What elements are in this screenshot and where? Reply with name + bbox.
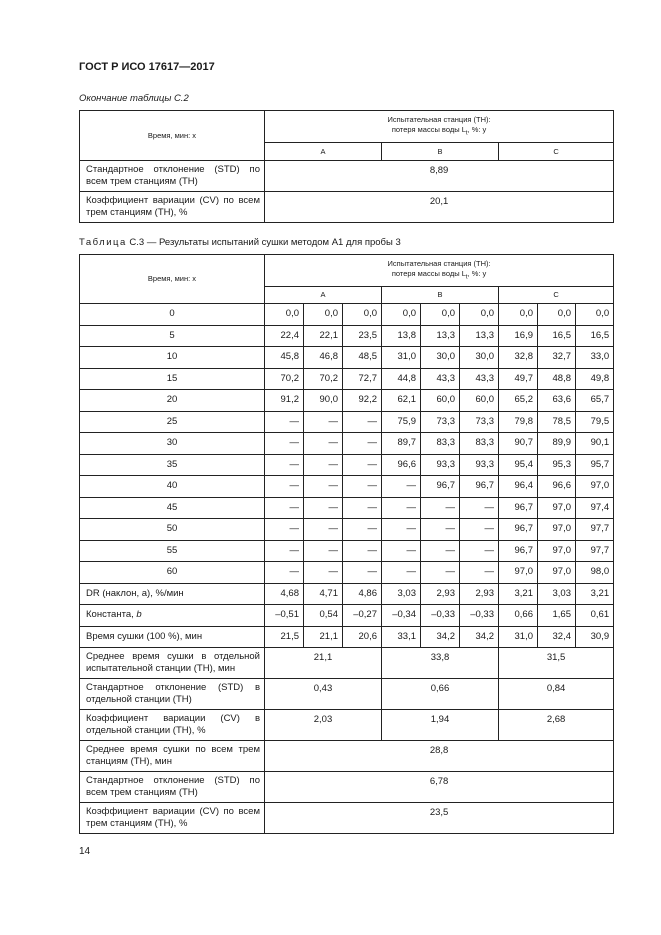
calc-value: 0,66 (499, 605, 538, 627)
loss-value: 96,4 (499, 476, 538, 498)
row-label: Стандартное отклонение (STD) по всем трем станциям (ТН) (80, 772, 265, 803)
table-row (80, 347, 614, 369)
loss-value: — (382, 540, 421, 562)
station-summary-value: 33,8 (382, 648, 499, 679)
row-label-variable: b (136, 609, 142, 621)
loss-value: — (343, 476, 382, 498)
table-c2-caption: Окончание таблицы С.2 (79, 93, 189, 104)
table-row (80, 476, 614, 498)
loss-value: 45,8 (265, 347, 304, 369)
loss-value: 0,0 (382, 304, 421, 326)
loss-value: 32,8 (499, 347, 538, 369)
calc-value: 3,21 (499, 583, 538, 605)
loss-value: 97,0 (576, 476, 614, 498)
table-row (80, 583, 614, 605)
loss-value: — (382, 476, 421, 498)
loss-value: — (304, 476, 343, 498)
table-c3-station-rows (80, 648, 614, 741)
calc-value: 0,54 (304, 605, 343, 627)
row-label (80, 605, 265, 627)
loss-value: 65,2 (499, 390, 538, 412)
calc-value: 33,1 (382, 626, 421, 648)
loss-value: 96,7 (421, 476, 460, 498)
loss-value: 23,5 (343, 325, 382, 347)
loss-value: 96,7 (460, 476, 499, 498)
loss-value: — (265, 497, 304, 519)
loss-value: 43,3 (421, 368, 460, 390)
loss-value: 91,2 (265, 390, 304, 412)
loss-value: 0,0 (265, 304, 304, 326)
station-column-header: Испытательная станция (ТН): потеря массы воды $L_t$, %: y (265, 111, 614, 143)
calc-value: –0,51 (265, 605, 304, 627)
loss-value: 48,8 (538, 368, 576, 390)
table-row (80, 803, 614, 834)
loss-value: 48,5 (343, 347, 382, 369)
loss-value: 44,8 (382, 368, 421, 390)
time-value: 45 (80, 497, 265, 519)
loss-value: 90,7 (499, 433, 538, 455)
row-label: Среднее время сушки по всем трем станциям (ТН), мин (80, 741, 265, 772)
loss-value: 0,0 (460, 304, 499, 326)
loss-value: — (265, 433, 304, 455)
loss-value: 73,3 (460, 411, 499, 433)
loss-value: — (265, 562, 304, 584)
station-summary-value: 21,1 (265, 648, 382, 679)
loss-value: 32,7 (538, 347, 576, 369)
loss-value: 98,0 (576, 562, 614, 584)
station-c-header: C (499, 143, 614, 161)
station-b-header: B (382, 287, 499, 304)
loss-value: 93,3 (460, 454, 499, 476)
loss-value: 16,5 (538, 325, 576, 347)
loss-value: — (421, 519, 460, 541)
calc-value: 3,21 (576, 583, 614, 605)
loss-value: 13,3 (460, 325, 499, 347)
station-column-header: Испытательная станция (ТН): потеря массы воды $L_t$, %: y (265, 255, 614, 287)
table-row (80, 433, 614, 455)
calc-value: 20,6 (343, 626, 382, 648)
table-row (80, 325, 614, 347)
loss-value: — (304, 562, 343, 584)
loss-value: — (265, 411, 304, 433)
loss-value: 13,3 (421, 325, 460, 347)
loss-value: 72,7 (343, 368, 382, 390)
table-row (80, 304, 614, 326)
loss-value: — (421, 540, 460, 562)
loss-value: 97,0 (538, 497, 576, 519)
table-row (80, 648, 614, 679)
loss-value: 97,0 (538, 519, 576, 541)
station-summary-value: 0,43 (265, 679, 382, 710)
calc-value: 4,68 (265, 583, 304, 605)
loss-value: — (343, 519, 382, 541)
calc-value: 31,0 (499, 626, 538, 648)
loss-value: 79,5 (576, 411, 614, 433)
loss-value: 96,6 (538, 476, 576, 498)
loss-value: 13,8 (382, 325, 421, 347)
overall-value: 23,5 (265, 803, 614, 834)
row-label: Время сушки (100 %), мин (80, 626, 265, 648)
calc-value: 4,71 (304, 583, 343, 605)
loss-value: — (343, 540, 382, 562)
station-summary-value: 1,94 (382, 710, 499, 741)
station-a-header: A (265, 287, 382, 304)
page-number: 14 (79, 846, 91, 857)
loss-value: 83,3 (421, 433, 460, 455)
loss-value: — (343, 497, 382, 519)
loss-value: — (265, 519, 304, 541)
table-row (80, 772, 614, 803)
station-summary-value: 0,84 (499, 679, 614, 710)
loss-value: 22,1 (304, 325, 343, 347)
loss-value: 43,3 (460, 368, 499, 390)
loss-value: 93,3 (421, 454, 460, 476)
time-column-header: Время, мин: x (80, 111, 265, 161)
calc-value: 1,65 (538, 605, 576, 627)
time-value: 40 (80, 476, 265, 498)
loss-value: 75,9 (382, 411, 421, 433)
loss-value: 97,0 (538, 540, 576, 562)
station-c-header: C (499, 287, 614, 304)
time-value: 25 (80, 411, 265, 433)
time-value: 0 (80, 304, 265, 326)
loss-value: 73,3 (421, 411, 460, 433)
loss-value: — (382, 497, 421, 519)
time-value: 15 (80, 368, 265, 390)
calc-value: 2,93 (421, 583, 460, 605)
loss-value: 63,6 (538, 390, 576, 412)
table-c3-data-rows (80, 304, 614, 584)
table-row (80, 679, 614, 710)
loss-value: 0,0 (304, 304, 343, 326)
loss-value: 97,0 (499, 562, 538, 584)
table-row (80, 454, 614, 476)
overall-value: 20,1 (265, 192, 614, 223)
time-value: 10 (80, 347, 265, 369)
row-label: Стандартное отклонение (STD) в отдельной станции (ТН) (80, 679, 265, 710)
loss-value: 97,7 (576, 540, 614, 562)
loss-value: — (421, 562, 460, 584)
loss-value: — (343, 411, 382, 433)
loss-value: 0,0 (576, 304, 614, 326)
loss-value: 89,7 (382, 433, 421, 455)
loss-value: 30,0 (421, 347, 460, 369)
loss-value: 60,0 (421, 390, 460, 412)
loss-value: 33,0 (576, 347, 614, 369)
loss-value: 46,8 (304, 347, 343, 369)
loss-value: — (343, 454, 382, 476)
loss-value: 89,9 (538, 433, 576, 455)
table-row (80, 741, 614, 772)
loss-value: — (343, 433, 382, 455)
loss-value: 95,4 (499, 454, 538, 476)
loss-value: 70,2 (304, 368, 343, 390)
calc-value: 2,93 (460, 583, 499, 605)
calc-value: 30,9 (576, 626, 614, 648)
loss-value: — (304, 433, 343, 455)
time-value: 20 (80, 390, 265, 412)
loss-value: 96,6 (382, 454, 421, 476)
loss-value: 96,7 (499, 519, 538, 541)
station-summary-value: 0,66 (382, 679, 499, 710)
overall-value: 6,78 (265, 772, 614, 803)
loss-value: — (460, 519, 499, 541)
loss-value: — (382, 562, 421, 584)
table-row (80, 605, 614, 627)
loss-value: 60,0 (460, 390, 499, 412)
time-value: 30 (80, 433, 265, 455)
table-row (80, 519, 614, 541)
loss-value: 83,3 (460, 433, 499, 455)
document-header: ГОСТ Р ИСО 17617—2017 (79, 61, 215, 73)
time-value: 55 (80, 540, 265, 562)
row-label: Среднее время сушки в отдельной испытательной станции (ТН), мин (80, 648, 265, 679)
table-row (80, 411, 614, 433)
time-value: 50 (80, 519, 265, 541)
row-label: Коэффициент вариации (CV) по всем трем станциям (ТН), % (80, 803, 265, 834)
table-row (80, 540, 614, 562)
loss-value: 16,5 (576, 325, 614, 347)
loss-value: — (304, 454, 343, 476)
time-column-header: Время, мин: x (80, 255, 265, 304)
loss-value: 90,1 (576, 433, 614, 455)
row-label: Коэффициент вариации (CV) в отдельной станции (ТН), % (80, 710, 265, 741)
table-row (80, 368, 614, 390)
time-value: 60 (80, 562, 265, 584)
table-row (80, 497, 614, 519)
loss-value: 0,0 (421, 304, 460, 326)
table-c3-title: Таблица С.3 — Результаты испытаний сушки методом А1 для пробы 3 (79, 237, 401, 248)
calc-value: 34,2 (460, 626, 499, 648)
row-label: Коэффициент вариации (CV) по всем трем станциям (ТН), % (80, 192, 265, 223)
station-a-header: A (265, 143, 382, 161)
loss-value: 78,5 (538, 411, 576, 433)
table-c3-overall-rows (80, 741, 614, 834)
calc-value: 0,61 (576, 605, 614, 627)
table-row (80, 626, 614, 648)
loss-value: 31,0 (382, 347, 421, 369)
calc-value: –0,27 (343, 605, 382, 627)
loss-value: — (382, 519, 421, 541)
loss-value: 97,4 (576, 497, 614, 519)
loss-value: — (460, 497, 499, 519)
loss-value: — (421, 497, 460, 519)
loss-value: 79,8 (499, 411, 538, 433)
calc-value: 21,1 (304, 626, 343, 648)
table-row (80, 710, 614, 741)
loss-value: 96,7 (499, 540, 538, 562)
loss-value: 22,4 (265, 325, 304, 347)
calc-value: 32,4 (538, 626, 576, 648)
loss-value: 95,3 (538, 454, 576, 476)
row-label: DR (наклон, a), %/мин (80, 583, 265, 605)
loss-value: 0,0 (538, 304, 576, 326)
loss-value: 65,7 (576, 390, 614, 412)
loss-value: 70,2 (265, 368, 304, 390)
loss-value: 49,8 (576, 368, 614, 390)
table-c3-calc-rows (80, 583, 614, 648)
loss-value: — (460, 562, 499, 584)
overall-value: 28,8 (265, 741, 614, 772)
station-summary-value: 2,68 (499, 710, 614, 741)
loss-value: 30,0 (460, 347, 499, 369)
loss-value: 16,9 (499, 325, 538, 347)
loss-value: — (304, 497, 343, 519)
loss-value: 62,1 (382, 390, 421, 412)
loss-value: 49,7 (499, 368, 538, 390)
row-label: Стандартное отклонение (STD) по всем трем станциям (ТН) (80, 161, 265, 192)
loss-value: — (265, 476, 304, 498)
loss-value: — (304, 519, 343, 541)
calc-value: 34,2 (421, 626, 460, 648)
loss-value: — (265, 540, 304, 562)
row-label-text: Константа, (86, 609, 137, 621)
calc-value: –0,34 (382, 605, 421, 627)
table-c2 (79, 110, 614, 223)
loss-value: 97,0 (538, 562, 576, 584)
loss-value: — (343, 562, 382, 584)
loss-value: 0,0 (343, 304, 382, 326)
calc-value: 3,03 (382, 583, 421, 605)
time-value: 35 (80, 454, 265, 476)
station-b-header: B (382, 143, 499, 161)
loss-value: 92,2 (343, 390, 382, 412)
calc-value: –0,33 (421, 605, 460, 627)
loss-value: 95,7 (576, 454, 614, 476)
loss-value: 96,7 (499, 497, 538, 519)
table-row (80, 562, 614, 584)
calc-value: 3,03 (538, 583, 576, 605)
station-summary-value: 2,03 (265, 710, 382, 741)
loss-value: — (460, 540, 499, 562)
loss-value: — (304, 411, 343, 433)
loss-value: 90,0 (304, 390, 343, 412)
loss-value: 97,7 (576, 519, 614, 541)
loss-value: — (265, 454, 304, 476)
calc-value: 4,86 (343, 583, 382, 605)
time-value: 5 (80, 325, 265, 347)
calc-value: 21,5 (265, 626, 304, 648)
station-summary-value: 31,5 (499, 648, 614, 679)
calc-value: –0,33 (460, 605, 499, 627)
table-row (80, 390, 614, 412)
loss-value: 0,0 (499, 304, 538, 326)
table-c3 (79, 254, 614, 834)
overall-value: 8,89 (265, 161, 614, 192)
loss-value: — (304, 540, 343, 562)
